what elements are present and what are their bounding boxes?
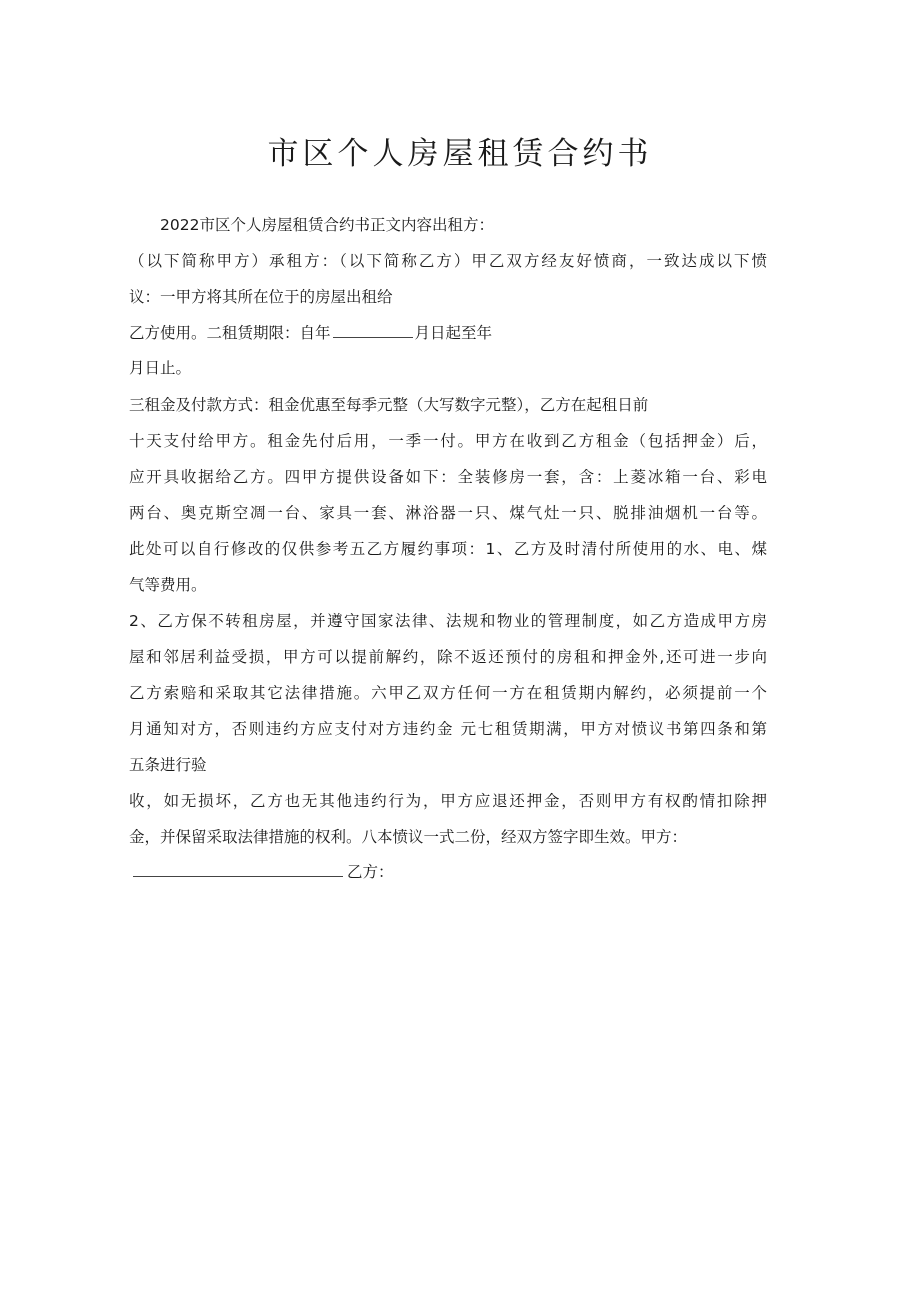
lease-start-text: 乙方使用。二租赁期限：自年 <box>129 324 331 342</box>
text-line-2: （以下简称甲方）承租方：（以下简称乙方）甲乙双方经友好愤商，一致达成以下愤 <box>129 252 767 270</box>
text-line-3: 议：一甲方将其所在位于的房屋出租给 <box>129 288 393 306</box>
text-line-15: 月通知对方，否则违约方应支付对方违约金 元七租赁期满，甲方对愤议书第四条和第 <box>129 720 767 738</box>
blank-field-party-a-signature <box>133 862 343 877</box>
text-line-6: 三租金及付款方式：租金优惠至每季元整（大写数字元整），乙方在起租日前 <box>129 396 649 414</box>
text-line-4 <box>129 323 492 343</box>
text-line-7: 十天支付给甲方。租金先付后用，一季一付。甲方在收到乙方租金（包括押金）后， <box>129 432 767 450</box>
text-line-18: 金，并保留采取法律措施的权利。八本愤议一式二份，经双方签字即生效。甲方： <box>129 828 688 846</box>
text-line-9: 两台、奥克斯空凋一台、家具一套、淋浴器一只、煤气灶一只、脱排油烟机一台等。 <box>129 504 767 522</box>
text-line-10: 此处可以自行修改的仅供参考五乙方履约事项：1、乙方及时清付所使用的水、电、煤 <box>129 540 767 558</box>
document-title: 市区个人房屋租赁合约书 <box>267 136 653 172</box>
text-line-14: 乙方索赔和采取其它法律措施。六甲乙双方任何一方在租赁期内解约，必须提前一个 <box>129 684 767 702</box>
text-line-5: 月日止。 <box>129 359 192 377</box>
text-line-16: 五条进行验 <box>129 756 207 774</box>
text-line-17: 收，如无损坏，乙方也无其他违约行为，甲方应退还押金，否则甲方有权酌情扣除押 <box>129 792 767 810</box>
text-line-12: 2、乙方保不转租房屋，并遵守国家法律、法规和物业的管理制度，如乙方造成甲方房 <box>129 612 767 630</box>
text-line-13: 屋和邻居利益受损，甲方可以提前解约，除不返还预付的房租和押金外,还可进一步向 <box>129 648 767 666</box>
text-line-11: 气等费用。 <box>129 576 207 594</box>
lease-end-text: 月日起至年 <box>414 324 493 342</box>
blank-field-year <box>333 323 413 338</box>
text-line-1: 2022市区个人房屋租赁合约书正文内容出租方： <box>160 216 494 234</box>
text-line-8: 应开具收据给乙方。四甲方提供设备如下：全装修房一套，含：上菱冰箱一台、彩电 <box>129 468 767 486</box>
signature-line <box>133 862 394 882</box>
party-b-label: 乙方： <box>347 863 394 881</box>
